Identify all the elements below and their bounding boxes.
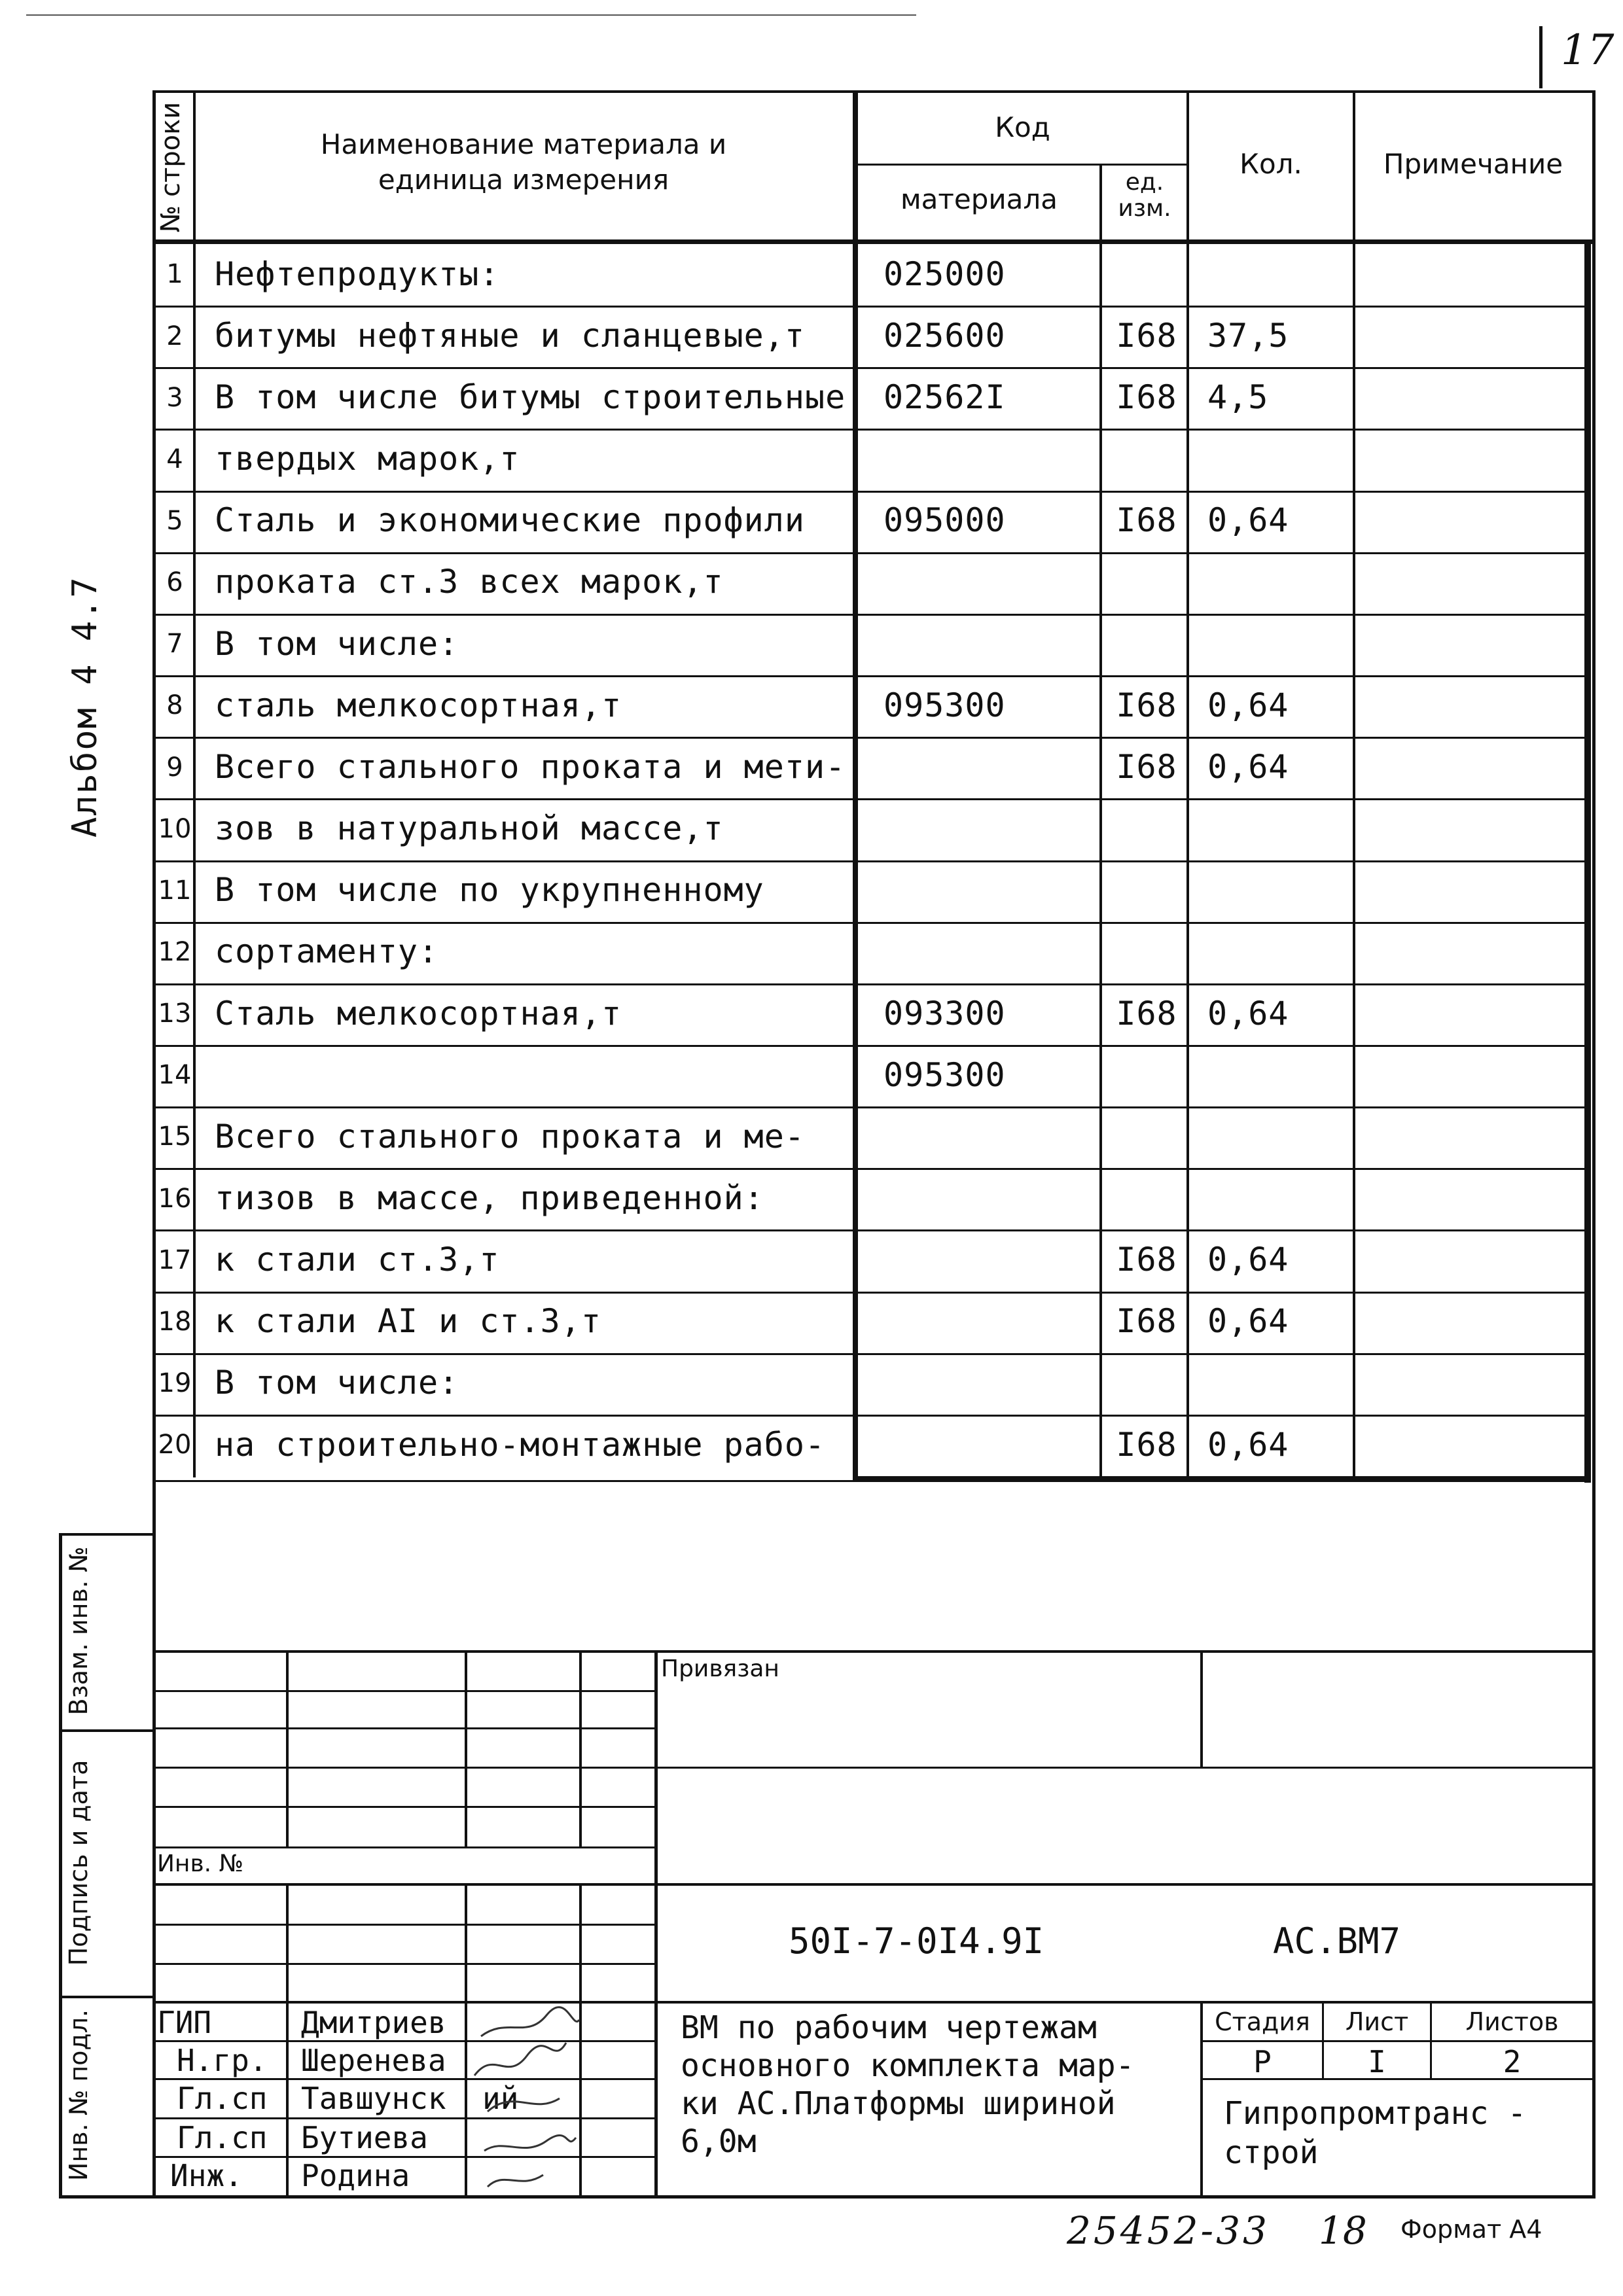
doc-code: 50I-7-0I4.9I [789, 1920, 1044, 1962]
unit-code: I68 [1116, 1302, 1177, 1340]
quantity: 4,5 [1207, 378, 1269, 416]
row-number: 16 [158, 1184, 192, 1214]
sheets-value: 2 [1503, 2044, 1522, 2079]
row-divider [152, 922, 1589, 924]
name-2: Шеренева [301, 2043, 446, 2078]
row-divider [152, 983, 1589, 985]
unit-code: I68 [1116, 995, 1177, 1033]
material-code: 095300 [883, 686, 1006, 724]
sheet-title-line-1: ВМ по рабочим чертежам [681, 2009, 1097, 2046]
row-number: 9 [166, 752, 183, 783]
material-name: битумы нефтяные и сланцевые,т [215, 317, 805, 355]
material-name: зов в натуральной массе,т [215, 809, 724, 847]
unit-code: I68 [1116, 748, 1177, 786]
header-material: материала [900, 183, 1058, 215]
header-row-no: № строки [156, 101, 186, 233]
sheet-title [681, 2009, 1135, 2161]
material-name: Сталь и экономические профили [215, 501, 805, 539]
name-3: Тавшунск [301, 2081, 446, 2116]
row-number: 5 [166, 506, 183, 536]
inv-podl-label: Инв. № подл. [64, 2009, 93, 2181]
row-divider [152, 491, 1589, 493]
unit-code: I68 [1116, 378, 1177, 416]
quantity: 0,64 [1207, 1302, 1289, 1340]
row-divider [152, 1353, 1589, 1355]
row-divider [152, 737, 1589, 739]
role-ngr: Н.гр. [177, 2043, 268, 2078]
header-code: Код [995, 111, 1050, 143]
quantity: 0,64 [1207, 1241, 1289, 1279]
row-divider [152, 798, 1589, 800]
material-name: к стали ст.3,т [215, 1241, 500, 1279]
header-name-line2: единица измерения [378, 164, 669, 196]
sheet-label: Лист [1345, 2007, 1409, 2036]
material-name: Всего стального проката и мети- [215, 748, 846, 786]
material-name: В том числе по укрупненному [215, 871, 764, 909]
header-name-line1: Наименование материала и [320, 128, 727, 160]
sheet-value: I [1368, 2044, 1386, 2079]
row-number: 8 [166, 690, 183, 720]
row-number: 7 [166, 629, 183, 659]
material-name: Сталь мелкосортная,т [215, 995, 622, 1033]
role-glsp-1: Гл.сп [177, 2081, 268, 2116]
row-divider [152, 614, 1589, 616]
album-label: Альбом 4 4.7 [65, 576, 105, 838]
row-divider [152, 552, 1589, 554]
row-number: 2 [166, 321, 183, 351]
sheet-title-line-3: ки АС.Платформы шириной [681, 2085, 1116, 2122]
sheet-mark: 18 [1319, 2208, 1367, 2253]
row-divider [152, 1292, 1589, 1294]
sheets-label: Листов [1465, 2007, 1559, 2036]
material-name: В том числе: [215, 625, 459, 663]
quantity: 0,64 [1207, 686, 1289, 724]
row-divider [152, 306, 1589, 308]
unit-code: I68 [1116, 317, 1177, 355]
row-number: 3 [166, 383, 183, 413]
material-name: тизов в массе, приведенной: [215, 1179, 764, 1217]
unit-code: I68 [1116, 1426, 1177, 1464]
stage-label: Стадия [1215, 2007, 1310, 2036]
quantity: 0,64 [1207, 501, 1289, 539]
material-code: 025000 [883, 255, 1006, 293]
name-3-suffix: ий [482, 2081, 519, 2116]
row-divider [152, 675, 1589, 677]
row-divider [152, 1045, 1589, 1047]
material-code: 095300 [883, 1056, 1006, 1094]
name-1: Дмитриев [301, 2005, 446, 2040]
material-name: сталь мелкосортная,т [215, 686, 622, 724]
quantity: 0,64 [1207, 748, 1289, 786]
material-name: Всего стального проката и ме- [215, 1118, 805, 1156]
role-inzh: Инж. [170, 2158, 243, 2193]
role-glsp-2: Гл.сп [177, 2120, 268, 2155]
row-number: 20 [158, 1430, 192, 1460]
material-name: В том числе: [215, 1364, 459, 1402]
row-number: 13 [158, 998, 192, 1029]
page-number-tick [1539, 26, 1543, 88]
role-gip: ГИП [157, 2005, 212, 2040]
privyazan-label: Привязан [661, 1655, 779, 1682]
material-name: проката ст.3 всех марок,т [215, 563, 724, 601]
row-number: 12 [158, 937, 192, 967]
material-code: 025600 [883, 317, 1006, 355]
row-number: 19 [158, 1368, 192, 1398]
row-number: 1 [166, 259, 183, 289]
row-number: 6 [166, 567, 183, 597]
row-number: 11 [158, 875, 192, 906]
doc-mark: АС.ВМ7 [1273, 1920, 1401, 1962]
row-divider [152, 1106, 1589, 1108]
organization-line-1: Гипропромтранс - [1224, 2095, 1527, 2132]
header-unit-line1: ед. [1125, 169, 1164, 196]
material-name: на строительно-монтажные рабо- [215, 1426, 826, 1464]
row-number: 17 [158, 1245, 192, 1275]
material-code: 02562I [883, 378, 1006, 416]
material-name: твердых марок,т [215, 440, 520, 478]
material-name: Нефтепродукты: [215, 255, 500, 293]
quantity: 37,5 [1207, 317, 1289, 355]
organization-line-2: строй [1224, 2134, 1319, 2171]
quantity: 0,64 [1207, 995, 1289, 1033]
row-divider [152, 1229, 1589, 1231]
header-unit-line2: изм. [1118, 195, 1171, 222]
row-divider [152, 860, 1589, 862]
material-name: В том числе битумы строительные [215, 378, 846, 416]
material-code: 095000 [883, 501, 1006, 539]
archive-number: 25452-33 [1067, 2208, 1270, 2253]
material-name: сортаменту: [215, 932, 439, 970]
row-divider [152, 1168, 1589, 1170]
unit-code: I68 [1116, 686, 1177, 724]
podpis-label: Подпись и дата [64, 1759, 93, 1966]
quantity: 0,64 [1207, 1426, 1289, 1464]
organization [1224, 2094, 1526, 2172]
inv-no-label: Инв. № [157, 1850, 244, 1877]
material-name: к стали АI и ст.3,т [215, 1302, 601, 1340]
signatures [468, 2004, 586, 2193]
row-number: 10 [158, 814, 192, 844]
sheet-title-line-4: 6,0м [681, 2123, 757, 2160]
stage-value: Р [1253, 2044, 1272, 2079]
header-note: Примечание [1383, 148, 1563, 180]
row-divider [152, 429, 1589, 431]
top-rule [26, 14, 916, 16]
row-number: 18 [158, 1307, 192, 1337]
row-number: 4 [166, 444, 183, 474]
header-qty: Кол. [1240, 148, 1302, 180]
name-4: Бутиева [301, 2120, 428, 2155]
format-label: Формат А4 [1400, 2215, 1543, 2244]
page-number: 17 [1561, 26, 1614, 75]
row-divider [152, 1415, 1589, 1417]
row-number: 15 [158, 1122, 192, 1152]
material-code: 093300 [883, 995, 1006, 1033]
name-5: Родина [301, 2158, 410, 2193]
row-number: 14 [158, 1060, 192, 1090]
unit-code: I68 [1116, 501, 1177, 539]
sheet-title-line-2: основного комплекта мар- [681, 2047, 1135, 2084]
row-divider [152, 367, 1589, 369]
zam-inv-label: Взам. инв. № [64, 1546, 93, 1716]
unit-code: I68 [1116, 1241, 1177, 1279]
